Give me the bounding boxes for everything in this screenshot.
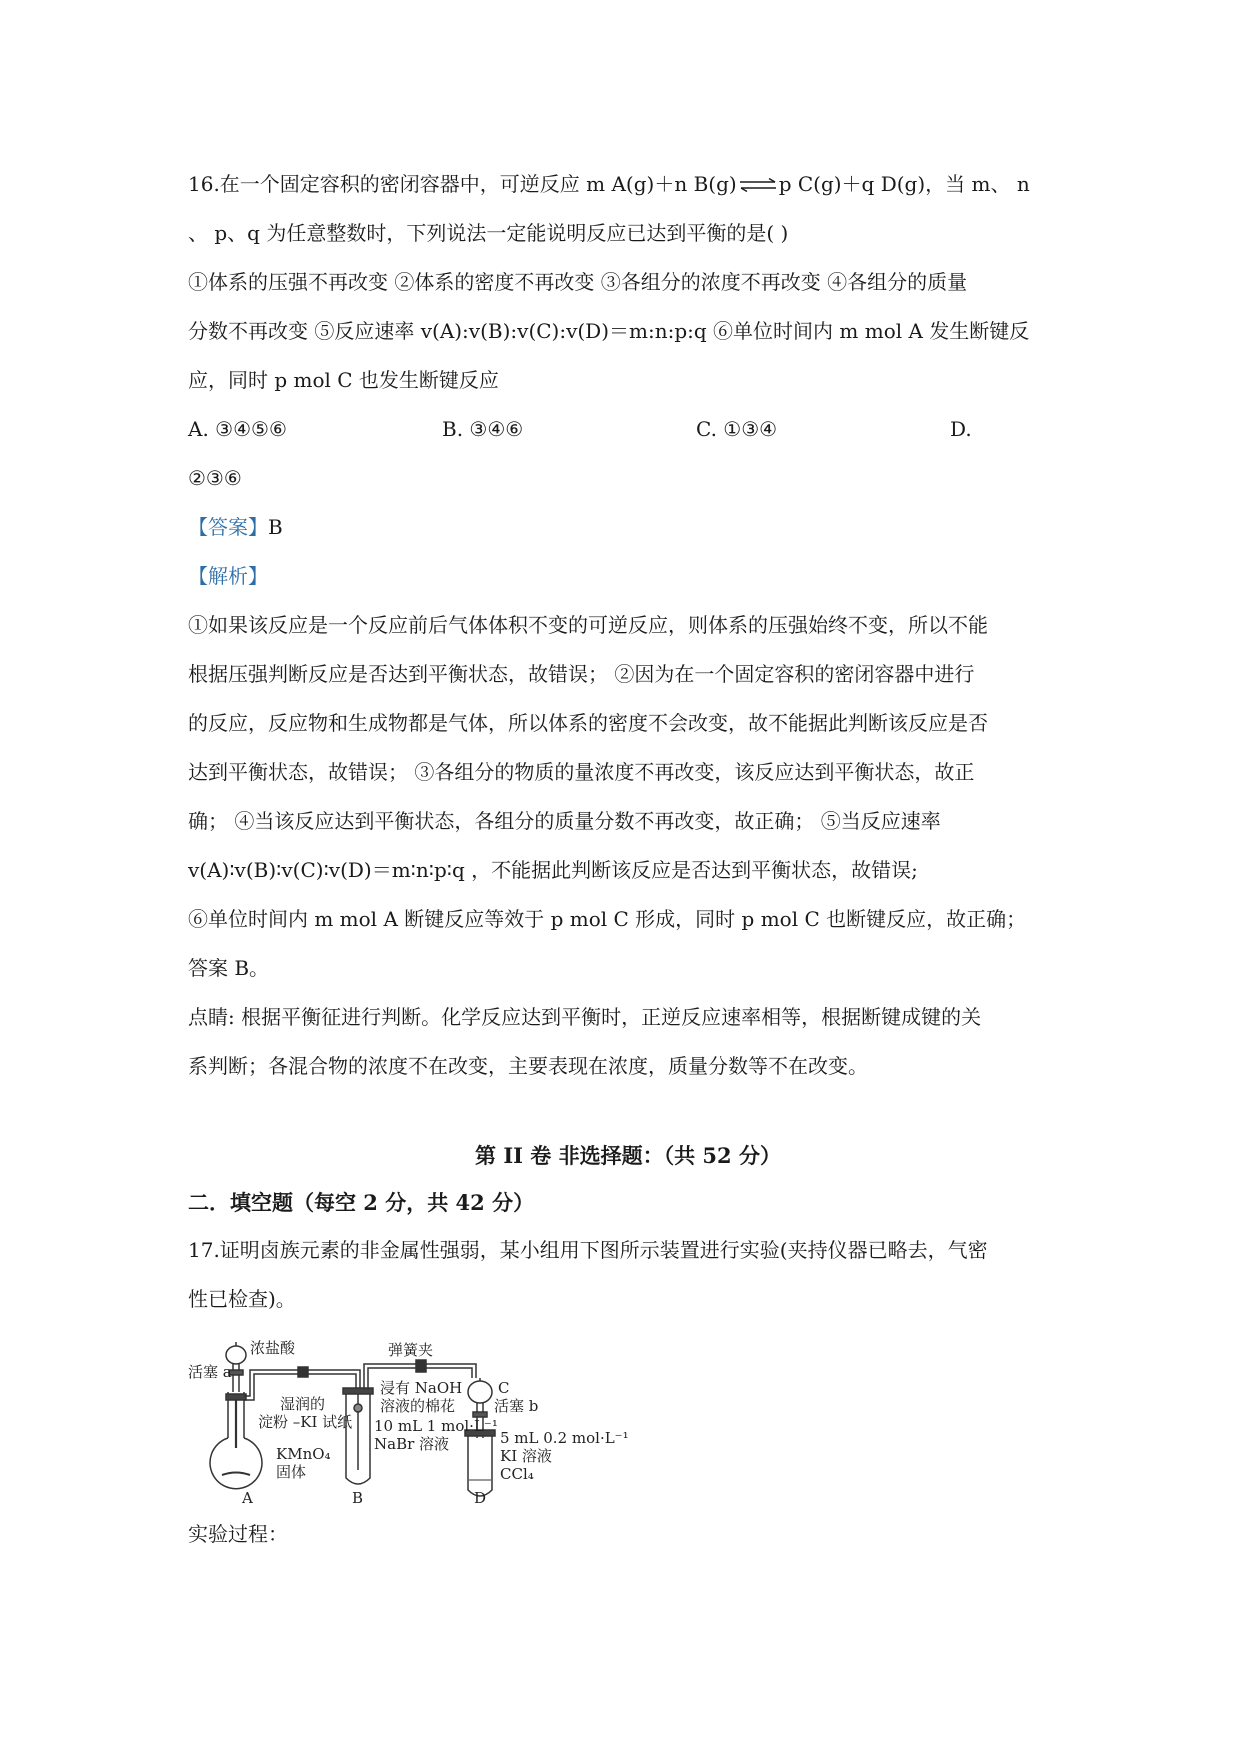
- answer-tag: 【答案】: [188, 515, 268, 539]
- q16-stem-part1: 16.在一个固定容积的密闭容器中，可逆反应 m A(g)＋n B(g): [188, 172, 737, 196]
- analysis-line: 系判断；各混合物的浓度不在改变，主要表现在浓度，质量分数等不在改变。: [188, 1054, 868, 1078]
- q16-stem-line3: ①体系的压强不再改变 ②体系的密度不再改变 ③各组分的浓度不再改变 ④各组分的质量: [188, 270, 968, 294]
- label-nabr-1: 10 mL 1 mol·L⁻¹: [374, 1417, 498, 1435]
- option-d: D.: [950, 417, 972, 441]
- analysis-line: 点睛: 根据平衡征进行判断。化学反应达到平衡时，正逆反应速率相等，根据断键成键的关: [188, 1005, 982, 1029]
- label-kmno4-1: KMnO₄: [276, 1445, 331, 1463]
- option-a: A. ③④⑤⑥: [188, 417, 287, 441]
- q17-process-label: 实验过程：: [188, 1522, 288, 1546]
- label-a: A: [242, 1489, 253, 1507]
- label-naoh-cotton-1: 浸有 NaOH: [380, 1379, 463, 1397]
- analysis-line: 确； ④当该反应达到平衡状态，各组分的质量分数不再改变，故正确； ⑤当反应速率: [188, 809, 941, 833]
- label-kmno4-2: 固体: [276, 1463, 307, 1481]
- q16-stem-line4: 分数不再改变 ⑤反应速率 v(A):v(B):v(C):v(D)＝m:n:p:q ⑥单位时间内 m mol A 发生断键反: [188, 319, 1030, 343]
- label-stopcock-b: 活塞 b: [494, 1397, 539, 1415]
- label-stopcock-a: 活塞 a: [188, 1363, 232, 1381]
- label-ccl4: CCl₄: [500, 1465, 534, 1483]
- q17-stem-line2: 性已检查)。: [188, 1287, 296, 1311]
- q17-stem-line1: 17.证明卤族元素的非金属性强弱，某小组用下图所示装置进行实验(夹持仪器已略去，气密: [188, 1238, 988, 1262]
- answer-value: B: [268, 515, 283, 539]
- section-title: 第 II 卷 非选择题：（共 52 分）: [475, 1143, 781, 1168]
- analysis-line: ①如果该反应是一个反应前后气体体积不变的可逆反应，则体系的压强始终不变，所以不能: [188, 613, 988, 637]
- apparatus-figure: [188, 1330, 658, 1510]
- analysis-line: 根据压强判断反应是否达到平衡状态，故错误； ②因为在一个固定容积的密闭容器中进行: [188, 662, 975, 686]
- analysis-body: [188, 601, 1068, 1091]
- part-title: 二．填空题（每空 2 分，共 42 分）: [188, 1190, 535, 1215]
- q16-stem-line2: 、 p、q 为任意整数时，下列说法一定能说明反应已达到平衡的是( ): [188, 221, 789, 245]
- label-c: C: [498, 1379, 510, 1397]
- label-naoh-cotton-2: 溶液的棉花: [380, 1397, 456, 1415]
- label-d: D: [474, 1489, 487, 1507]
- label-wet-paper-1: 湿润的: [280, 1395, 326, 1413]
- option-b: B. ③④⑥: [442, 417, 524, 441]
- q16-stem-line5: 应，同时 p mol C 也发生断键反应: [188, 368, 499, 392]
- analysis-tag: 【解析】: [188, 564, 268, 588]
- q16-stem-line1: [188, 160, 1068, 209]
- label-wet-paper-2: 淀粉 –KI 试纸: [258, 1413, 353, 1431]
- q16-options: [188, 405, 1068, 454]
- analysis-line: v(A)∶v(B)∶v(C)∶v(D)＝m∶n∶p∶q ，不能据此判断该反应是否达到平衡状态，故错误;: [188, 858, 918, 882]
- option-c: C. ①③④: [696, 417, 778, 441]
- analysis-line: ⑥单位时间内 m mol A 断键反应等效于 p mol C 形成，同时 p mol C 也断键反应，故正确；: [188, 907, 1027, 931]
- label-spring-clip: 弹簧夹: [388, 1341, 434, 1359]
- q16-stem-part2: p C(g)＋q D(g)，当 m、 n: [778, 172, 1030, 196]
- label-nabr-2: NaBr 溶液: [374, 1435, 450, 1453]
- answer-line: [188, 503, 1068, 552]
- equilibrium-arrow-icon: [739, 178, 777, 192]
- option-d-continued: ②③⑥: [188, 466, 242, 490]
- label-b: B: [352, 1489, 364, 1507]
- label-ki-2: KI 溶液: [500, 1447, 552, 1465]
- analysis-line: 答案 B。: [188, 956, 270, 980]
- analysis-line: 达到平衡状态，故错误； ③各组分的物质的量浓度不再改变，该反应达到平衡状态，故正: [188, 760, 975, 784]
- analysis-line: 的反应，反应物和生成物都是气体，所以体系的密度不会改变，故不能据此判断该反应是否: [188, 711, 988, 735]
- document-page: [188, 160, 1068, 1559]
- label-conc-hcl: 浓盐酸: [250, 1339, 296, 1357]
- label-ki-1: 5 mL 0.2 mol·L⁻¹: [500, 1429, 629, 1447]
